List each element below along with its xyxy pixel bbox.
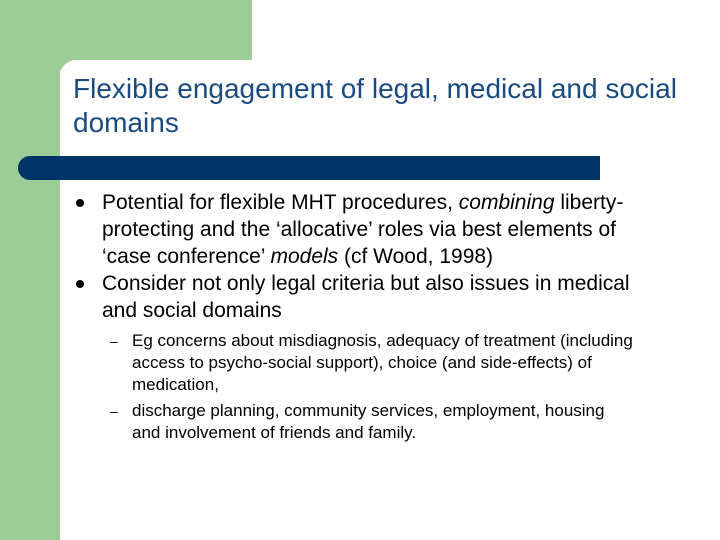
emphasis-text: combining — [458, 191, 555, 214]
bullet-text — [102, 272, 630, 322]
dash-icon: – — [110, 333, 118, 349]
sub-bullet-item — [110, 400, 636, 444]
sub-bullet-text: discharge planning, community services, employment, housing and involvement of friends and family. — [132, 401, 605, 442]
background-green-left — [0, 0, 60, 540]
sub-bullet-item — [110, 330, 636, 396]
bullet-text — [102, 191, 623, 268]
title-underline-bar — [18, 156, 600, 180]
dash-icon: – — [110, 403, 118, 419]
bullet-item — [76, 270, 646, 324]
bullet-text-segment: (cf Wood, 1998) — [338, 245, 494, 268]
sub-bullet-list — [110, 330, 636, 444]
bullet-text-segment: liberty-protecting and the ‘allocative’ roles via best elements of ‘case conference’ — [102, 191, 624, 268]
emphasis-text: models — [270, 245, 339, 268]
slide-content — [76, 189, 646, 448]
bullet-dot-icon — [76, 199, 84, 207]
slide-title: Flexible engagement of legal, medical and social domains — [73, 73, 677, 138]
bullet-text-segment: Potential for flexible MHT procedures, — [102, 191, 459, 214]
bullet-item — [76, 189, 646, 270]
sub-bullet-text: Eg concerns about misdiagnosis, adequacy of treatment (including access to psycho-social support), choice (and side-effects) of medication, — [132, 331, 633, 394]
bullet-dot-icon — [76, 280, 84, 288]
bullet-text-segment: Consider not only legal criteria but also issues in medical and social domains — [102, 272, 630, 322]
